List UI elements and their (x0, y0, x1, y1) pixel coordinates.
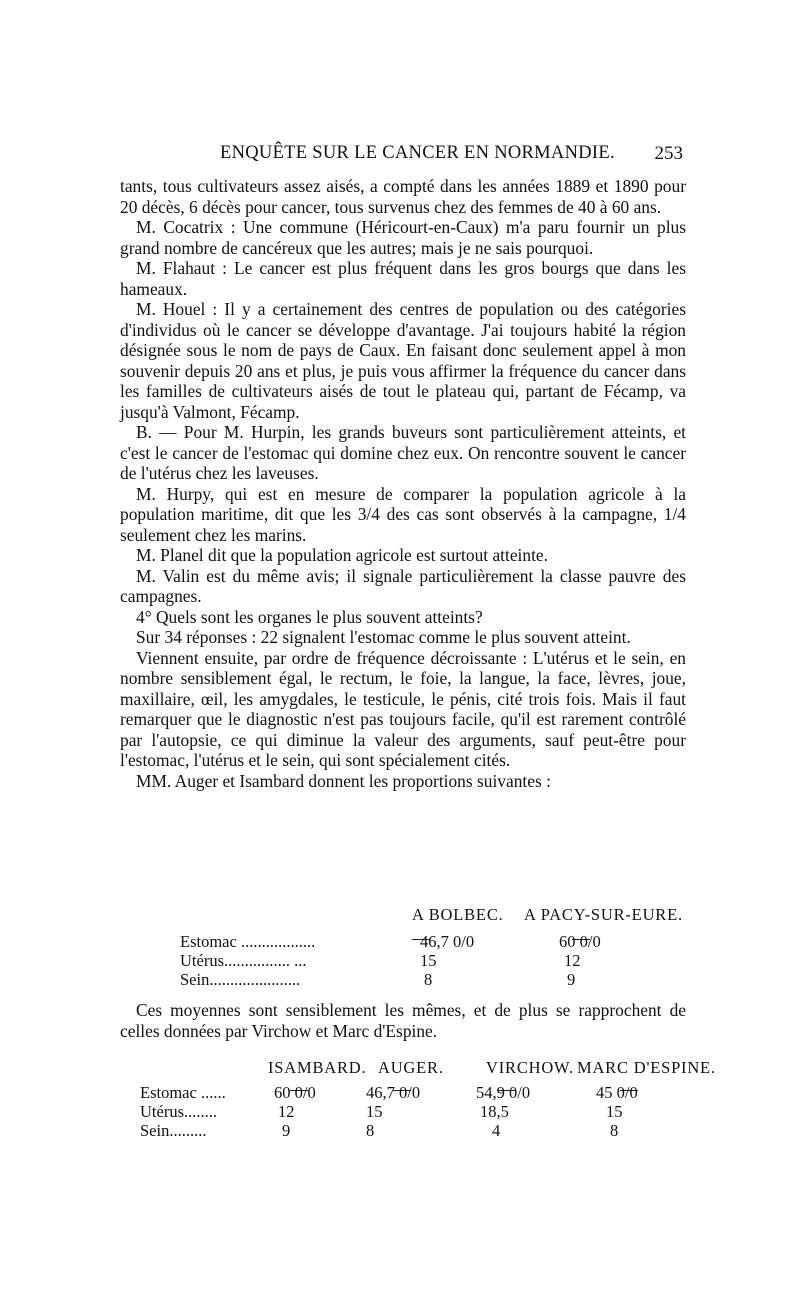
paragraph: M. Hurpy, qui est en mesure de comparer la population agricole à la population maritime, dit que les 3/4 des cas sont observés à la campagne, 1/4 seulement chez les marins. (120, 483, 686, 545)
table-cell: 8 (424, 970, 433, 989)
column-header: VIRCHOW. (486, 1058, 574, 1077)
row-label: Sein......... (140, 1121, 207, 1140)
paragraph: M. Cocatrix : Une commune (Héricourt-en-Caux) m'a paru fournir un plus grand nombre de cancéreux que les autres; mais je ne sais pourquoi. (120, 217, 686, 258)
table-cell: 60 0/0 (559, 932, 601, 951)
running-title: ENQUÊTE SUR LE CANCER EN NORMANDIE. (220, 143, 615, 163)
table-cell: 60 0/0 (274, 1083, 316, 1102)
paragraph: M. Houel : Il y a certainement des centres de population ou des catégories d'individus où le cancer se développe d'avantage. J'ai toujours habité la région désignée sous le nom de pays de Caux. En faisant donc seulement appel à mon souvenir depuis 20 ans et plus, je puis vous affirmer la fréquence du cancer dans les familles de cultivateurs aisés de tout le plateau qui, partant de Fécamp, va jusqu'à Valmont, Fécamp. (120, 299, 686, 422)
column-header: AUGER. (378, 1058, 444, 1077)
table-cell: 15 (420, 951, 437, 970)
paragraph: Viennent ensuite, par ordre de fréquence décroissante : L'utérus et le sein, en nombre sensiblement égal, le rectum, le foie, la langue, la face, lèvres, joue, maxillaire, œil, les amygdales, le testicule, le pénis, cité trois fois. Mais il faut remarquer que le diagnostic n'est pas toujours facile, qu'il est rarement contrôlé par l'autopsie, ce qui diminue la valeur des arguments, sauf peut-être pour l'estomac, l'utérus et le sein, qui sont spécialement cités. (120, 647, 686, 770)
column-header: ISAMBARD. (268, 1058, 367, 1077)
running-header (120, 143, 683, 169)
table-cell: 46,7 0/0 (366, 1083, 421, 1102)
row-label: Utérus................ ... (180, 951, 307, 970)
table-cell: 8 (366, 1121, 375, 1140)
table-cell: 54,9 0/0 (476, 1083, 531, 1102)
table-cell: 45 0/0 (596, 1083, 638, 1102)
column-header: A PACY-SUR-EURE. (524, 905, 683, 924)
row-label: Utérus........ (140, 1102, 217, 1121)
table-cell: 8 (610, 1121, 619, 1140)
table-cell: 18,5 (480, 1102, 509, 1121)
body-text (120, 176, 686, 791)
column-header: MARC D'ESPINE. (577, 1058, 716, 1077)
table-cell: 4 (492, 1121, 501, 1140)
table-cell: 12 (564, 951, 581, 970)
comparison-paragraph-block (120, 1000, 686, 1041)
comparison-table-authors (140, 1058, 716, 1148)
paragraph: Ces moyennes sont sensiblement les mêmes, et de plus se rapprochent de celles données par Virchow et Marc d'Espine. (120, 1000, 686, 1041)
row-label: Estomac .................. (180, 932, 316, 951)
paragraph: B. — Pour M. Hurpin, les grands buveurs sont particulièrement atteints, et c'est le cancer de l'estomac qui domine chez eux. On rencontre souvent le cancer de l'utérus chez les laveuses. (120, 422, 686, 483)
table-cell: 9 (567, 970, 576, 989)
paragraph: M. Valin est du même avis; il signale particulièrement la classe pauvre des campagnes. (120, 565, 686, 606)
row-label: Estomac ...... (140, 1083, 226, 1102)
paragraph: Sur 34 réponses : 22 signalent l'estomac comme le plus souvent atteint. (136, 627, 631, 647)
column-header: A BOLBEC. (412, 905, 504, 924)
table-cell: 15 (366, 1102, 383, 1121)
table-cell: 12 (278, 1102, 295, 1121)
row-label: Sein...................... (180, 970, 301, 989)
paragraph: MM. Auger et Isambard donnent les proportions suivantes : (136, 770, 551, 791)
question-heading: 4° Quels sont les organes le plus souvent atteints? (136, 606, 483, 627)
paragraph: tants, tous cultivateurs assez aisés, a compté dans les années 1889 et 1890 pour 20 décès, 6 décès pour cancer, tous survenus chez des femmes de 40 à 60 ans. (120, 176, 686, 217)
table-cell: 46,7 0/0 (420, 932, 475, 951)
table-cell: 9 (282, 1121, 291, 1140)
proportions-table-auger-isambard (180, 905, 683, 989)
paragraph: M. Planel dit que la population agricole est surtout atteinte. (136, 545, 548, 565)
page-number: 253 (654, 143, 683, 164)
paragraph: M. Flahaut : Le cancer est plus fréquent dans les gros bourgs que dans les hameaux. (120, 258, 686, 299)
table-cell: 15 (606, 1102, 623, 1121)
